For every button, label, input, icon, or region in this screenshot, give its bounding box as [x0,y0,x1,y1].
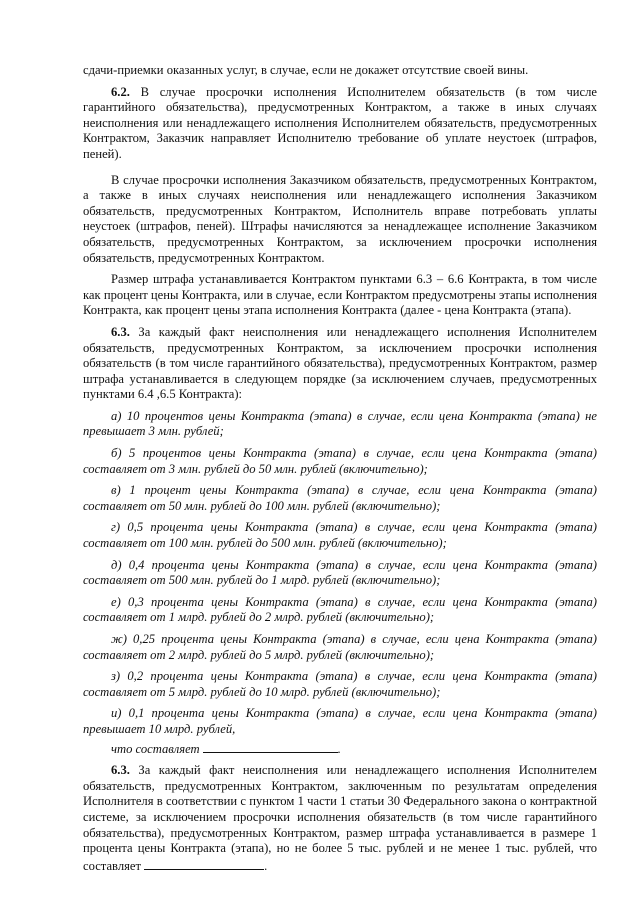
paragraph-6-3-second [83,763,597,874]
list-item-z: з) 0,2 процента цены Контракта (этапа) в случае, если цена Контракта (этапа) составляет от 5 млрд. рублей до 10 млрд. рублей (включительно); [83,669,597,699]
fine-blank-field[interactable] [144,857,264,870]
clause-number: 6.2. [111,84,130,99]
paragraph-continuation: сдачи-приемки оказанных услуг, в случае, если не докажет отсутствие своей вины. [83,63,529,77]
clause-number: 6.3. [111,324,130,339]
clause-text: За каждый факт неисполнения или ненадлежащего исполнения Исполнителем обязательств, предусмотренных Контрактом, за исключением просрочки исполнения обязательств (в том числе гарантийного обязательства), предусмотренных Контрактом, размер штрафа устанавливается в следующем порядке (за исключением случаев, предусмотренных пунктами 6.4 ,6.5 Контракта): [83,324,597,402]
paragraph-customer-delay: В случае просрочки исполнения Заказчиком обязательств, предусмотренных Контрактом, а также в иных случаях неисполнения или ненадлежащего исполнения Заказчиком обязательств, предусмотренных Контрактом, Исполнитель вправе потребовать уплаты неустоек (штрафов, пеней). Штрафы начисляются за ненадлежащее исполнение Заказчиком обязательств, предусмотренных Контрактом, за исключением просрочки исполнения обязательств, предусмотренных Контрактом. [83,172,597,265]
paragraph-fine-size: Размер штрафа устанавливается Контрактом пунктами 6.3 – 6.6 Контракта, в том числе как процент цены Контракта, или в случае, если Контрактом предусмотрены этапы исполнения Контракта, как процент цены этапа исполнения Контракта (далее - цена Контракта (этапа). [83,272,597,318]
list-item-e: е) 0,3 процента цены Контракта (этапа) в случае, если цена Контракта (этапа) составляет от 1 млрд. рублей до 2 млрд. рублей (включительно); [83,594,597,625]
amount-blank-field[interactable] [203,740,338,753]
list-item-i: и) 0,1 процента цены Контракта (этапа) в случае, если цена Контракта (этапа) превышает 10 млрд. рублей, [83,706,597,736]
list-item-b: б) 5 процентов цены Контракта (этапа) в случае, если цена Контракта (этапа) составляет от 3 млн. рублей до 50 млн. рублей (включительно); [83,446,597,476]
amount-line [83,740,597,758]
list-item-a: а) 10 процентов цены Контракта (этапа) в случае, если цена Контракта (этапа) не превышает 3 млн. рублей; [83,408,597,439]
paragraph-6-2 [83,85,597,163]
clause-text: За каждый факт неисполнения или ненадлежащего исполнения Исполнителем обязательств, предусмотренных Контрактом, заключенным по результатам определения Исполнителя в соответствии с пунктом 1 части 1 статьи 30 Федерального закона о контрактной системе, за исключением просрочки исполнения обязательств (в том числе гарантийного обязательства), предусмотренных Контрактом, размер штрафа устанавливается в размере 1 процента цены Контракта (этапа), но не более 5 тыс. рублей и не менее 1 тыс. рублей, что составляет [83,763,597,873]
list-item-zh: ж) 0,25 процента цены Контракта (этапа) в случае, если цена Контракта (этапа) составляет от 2 млрд. рублей до 5 млрд. рублей (включительно); [83,632,597,662]
amount-label: что составляет [111,741,200,756]
clause-text: В случае просрочки исполнения Исполнителем обязательств (в том числе гарантийного обязательства), предусмотренных Контрактом, а также в иных случаях неисполнения или ненадлежащего исполнения Исполнителем обязательств, предусмотренных Контрактом, Заказчик направляет Исполнителю требование об уплате неустоек (штрафов, пеней). [83,84,597,161]
list-item-g: г) 0,5 процента цены Контракта (этапа) в случае, если цена Контракта (этапа) составляет от 100 млн. рублей до 500 млн. рублей (включительно); [83,520,597,551]
document-page [83,63,597,874]
clause-end: . [264,858,268,873]
list-item-d: д) 0,4 процента цены Контракта (этапа) в случае, если цена Контракта (этапа) составляет от 500 млн. рублей до 1 млрд. рублей (включительно); [83,557,597,588]
amount-end: . [337,741,341,756]
paragraph-6-3 [83,325,597,403]
list-item-v: в) 1 процент цены Контракта (этапа) в случае, если цена Контракта (этапа) составляет от 50 млн. рублей до 100 млн. рублей (включительно); [83,483,597,513]
clause-number: 6.3. [111,763,130,778]
